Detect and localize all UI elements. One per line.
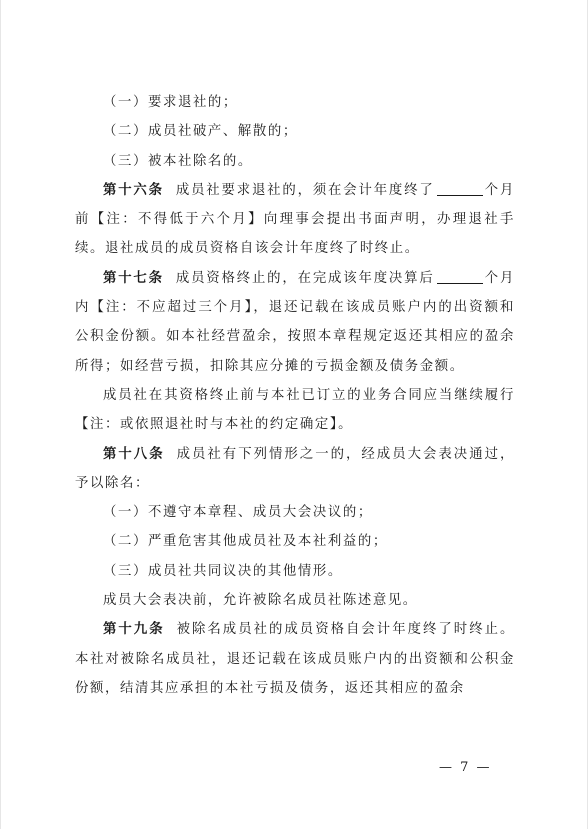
article-17: [75, 264, 515, 381]
article-16-text-after: 个月前【注：不得低于六个月】向理事会提出书面声明，办理退社手续。退社成员的成员资格自该会计年度终了时终止。: [75, 182, 515, 257]
clause-3: （三）被本社除名的。: [103, 153, 253, 169]
clause-1: （一）要求退社的；: [103, 95, 238, 110]
article-19-number: 第十九条: [103, 621, 165, 638]
article-16-text-before: 成员社要求退社的，须在会计年度终了: [175, 182, 435, 198]
article-19-text: 被除名成员社的成员资格自会计年度终了时终止。本社对被除名成员社，退还记载在该成员账户内的出资额和公积金份额，结清其应承担的本社亏损及债务，返还其相应的盈余: [75, 622, 515, 696]
article-17-text-after: 个月内【注：不应超过三个月】，退还记载在该成员账户内的出资额和公积金份额。如本社经营盈余，按照本章程规定返还其相应的盈余所得；如经营亏损，扣除其应分摊的亏损金额及债务金额。: [75, 270, 515, 374]
article-18-text: 成员社有下列情形之一的，经成员大会表决通过，予以除名：: [75, 446, 515, 491]
article-16: [75, 176, 515, 264]
fill-blank-months-17: [437, 268, 483, 284]
fill-blank-months-16: [437, 180, 483, 196]
article-18-number: 第十八条: [103, 445, 165, 462]
article-19: [75, 615, 515, 703]
article-16-number: 第十六条: [103, 181, 164, 198]
article-17-number: 第十七条: [103, 269, 164, 286]
expel-clause-3: （三）成员社共同议决的其他情形。: [103, 563, 343, 579]
clause-2: （二）成员社破产、解散的；: [103, 124, 298, 140]
page-number: — 7 —: [439, 760, 492, 775]
contract-paragraph: 成员社在其资格终止前与本社已订立的业务合同应当继续履行【注：或依照退社时与本社的约定确定】。: [75, 387, 515, 433]
article-18: [75, 440, 515, 499]
expel-clause-1: （一）不遵守本章程、成员大会决议的；: [103, 505, 373, 521]
expel-clause-2: （二）严重危害其他成员社及本社利益的；: [103, 534, 388, 550]
body-text: [75, 88, 515, 703]
article-17-text-before: 成员资格终止的，在完成该年度决算后: [175, 270, 435, 286]
hearing-paragraph: 成员大会表决前，允许被除名成员社陈述意见。: [103, 593, 418, 609]
